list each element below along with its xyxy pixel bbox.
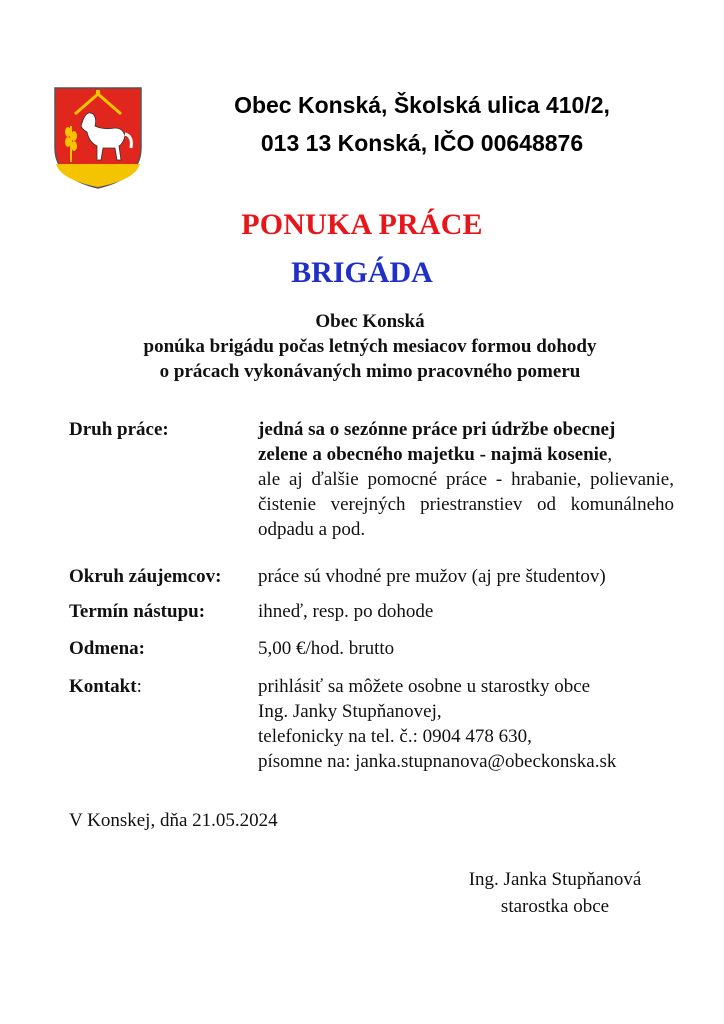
detail-value-text: , — [607, 444, 613, 465]
detail-label: Termín nástupu: — [69, 601, 206, 622]
detail-value: ihneď, resp. po dohode — [258, 601, 434, 622]
detail-value — [258, 417, 674, 542]
detail-value-bold: zelene a obecného majetku - najmä kosenie — [258, 444, 608, 465]
signature-block — [430, 866, 680, 920]
document-date: V Konskej, dňa 21.05.2024 — [69, 810, 278, 831]
contact-email: písomne na: janka.stupnanova@obeckonska.sk — [258, 751, 617, 772]
signer-title: starostka obce — [500, 896, 610, 917]
header-id-line: 013 13 Konská, IČO 00648876 — [260, 130, 584, 156]
contact-phone: telefonicky na tel. č.: 0904 478 630, — [258, 726, 532, 747]
contact-line: Ing. Janky Stupňanovej, — [258, 701, 442, 722]
intro-line: o prácach vykonávaných mimo pracovného pomeru — [159, 361, 581, 382]
detail-value — [258, 674, 674, 774]
detail-value: 5,00 €/hod. brutto — [258, 638, 395, 659]
page-subtitle: BRIGÁDA — [291, 256, 433, 289]
contact-line: prihlásiť sa môžete osobne u starostky obce — [258, 676, 591, 697]
detail-value-text: ale aj ďalšie pomocné práce - hrabanie, polievanie, čistenie verejných priestranstiev od komunálneho odpadu a pod. — [258, 469, 674, 540]
detail-label: Okruh záujemcov: — [69, 566, 222, 587]
signer-name: Ing. Janka Stupňanová — [468, 869, 642, 890]
detail-label: Kontakt: — [69, 676, 142, 697]
detail-label: Odmena: — [69, 638, 145, 659]
municipality-header — [150, 86, 694, 162]
header-address-line: Obec Konská, Školská ulica 410/2, — [234, 92, 610, 118]
intro-text — [0, 309, 724, 384]
intro-line: ponúka brigádu počas letných mesiacov formou dohody — [143, 336, 597, 357]
municipal-coat-of-arms — [53, 86, 143, 190]
intro-line: Obec Konská — [315, 311, 425, 332]
detail-value: práce sú vhodné pre mužov (aj pre študentov) — [258, 566, 606, 587]
detail-value-bold: jedná sa o sezónne práce pri údržbe obecnej — [258, 419, 616, 440]
detail-label: Druh práce: — [69, 419, 169, 440]
page-title: PONUKA PRÁCE — [241, 208, 483, 241]
